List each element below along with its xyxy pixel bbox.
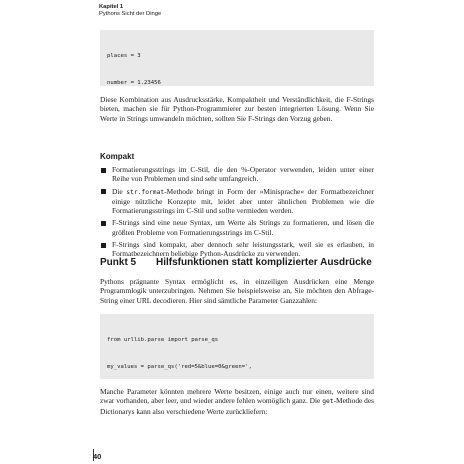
section-number: Punkt 5 xyxy=(100,257,137,268)
paragraph-get-method: Manche Parameter könnten mehrere Werte besitzen, einige auch nur einen, weitere sind zwar vorhanden, aber leer, und wieder andere fehlen womöglich ganz. Die get-Methode des Dictionarys kann also verschiedene Werte zurückliefern: xyxy=(100,387,374,416)
bullet-square-icon xyxy=(101,189,106,194)
list-item: F-Strings sind kompakt, aber dennoch sehr leistungsstark, weil sie es erlauben, in Formatbezeichnern beliebige Python-Ausdrücke zu verwenden. xyxy=(100,240,374,259)
code-block-fstring xyxy=(100,30,374,86)
code-line: my_values = parse_qs('red=5&blue=0&green=', xyxy=(107,364,252,371)
bullet-square-icon xyxy=(101,168,106,173)
inline-code: str.format xyxy=(126,188,165,196)
paragraph-conclusion: Diese Kombination aus Ausdrucksstärke, Kompaktheit und Verständlichkeit, die F-Strings bieten, machen sie für Python-Programmierer zur besten integrierten Lösung. Wenn Sie Werte in Strings umwandeln möchten, sollten Sie F-Strings den Vorzug geben. xyxy=(100,95,374,123)
inline-code: get xyxy=(322,398,334,406)
section-heading xyxy=(100,256,374,272)
page-number: 40 xyxy=(93,452,102,461)
code-line: places = 3 xyxy=(107,53,141,60)
list-item: Formatierungsstrings im C-Stil, die den %-Operator verwenden, leiden unter einer Reihe von Problemen und sind sehr umfangreich. xyxy=(100,165,374,184)
code-line: from urllib.parse import parse_qs xyxy=(107,337,219,344)
code-line: number = 1.23456 xyxy=(107,80,161,86)
running-head xyxy=(99,4,161,18)
list-item: F-Strings sind eine neue Syntax, um Werte als Strings zu formatieren, und lösen die größten Probleme von Formatierungsstrings im C-Stil. xyxy=(100,218,374,237)
summary-title: Kompakt xyxy=(100,152,135,161)
summary-list xyxy=(100,165,374,262)
bullet-square-icon xyxy=(101,243,106,248)
paragraph-intro: Pythons prägnante Syntax ermöglicht es, in einzeiligen Ausdrücken eine Menge Programmlogik unterzubringen. Nehmen Sie beispielsweise an, Sie möchten den Abfrage-String einer URL decodieren. Hier sind sämtliche Parameter Ganzzahlen: xyxy=(100,277,374,305)
chapter-title: Pythons Sicht der Dinge xyxy=(99,11,162,17)
section-title: Hilfsfunktionen statt komplizierter Ausdrücke xyxy=(156,257,372,268)
chapter-label: Kapitel 1 xyxy=(99,4,124,10)
bullet-square-icon xyxy=(101,221,106,226)
code-block-parse-qs xyxy=(100,314,374,379)
list-item: Die str.format-Methode bringt in Form der »Minisprache« der Formatbezeichner einige nützliche Konzepte mit, leidet aber unter ähnlichen Problemen wie die Formatierungsstrings im C-Stil und sollte vermieden werden. xyxy=(100,187,374,216)
